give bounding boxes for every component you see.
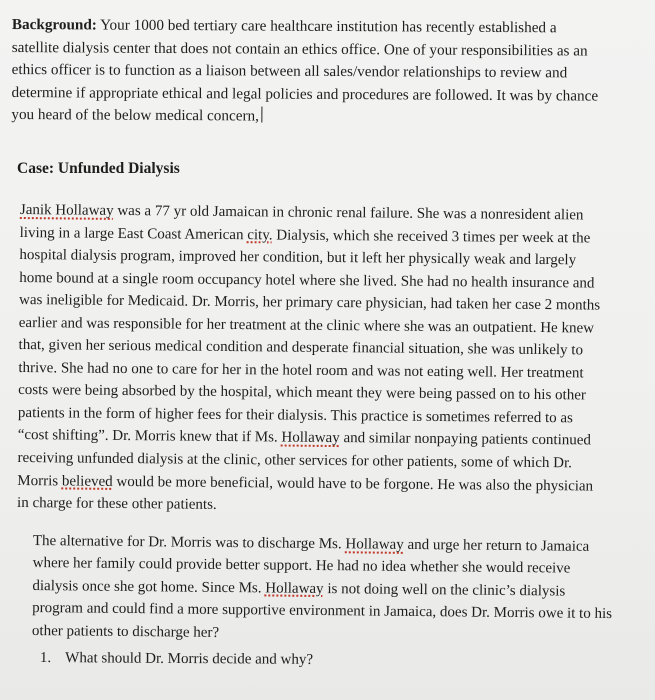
alternative-line: where her family could provide better support. He had no idea whether she would receive: [32, 555, 571, 578]
background-line-3: ethics officer is to function as a liaison between all sales/vendor relationships to review and: [11, 61, 568, 82]
spellcheck-word[interactable]: believed: [61, 472, 113, 490]
question-number: 1.: [39, 650, 52, 667]
background-paragraph: [11, 14, 648, 131]
case-line: costs were being absorbed by the hospital, which meant they were being passed on to his other: [18, 382, 586, 404]
spellcheck-word[interactable]: city.: [247, 226, 273, 243]
case-line: Janik Hollaway was a 77 yr old Jamaican in chronic renal failure. She was a nonresident alien: [19, 201, 584, 224]
case-paragraph: [17, 199, 645, 521]
background-line-4: determine if appropriate ethical and legal policies and procedures are followed. It was by chance: [11, 83, 599, 105]
case-line: Morris believed would be more beneficial, would have to be forgone. He was also the physician: [17, 472, 594, 495]
alternative-line: program and could find a more supportive environment in Jamaica, does Dr. Morris owe it to his: [32, 600, 613, 623]
background-line-1: Background: Your 1000 bed tertiary care healthcare institution has recently established a: [11, 15, 557, 37]
case-line: earlier and was responsible for her treatment at the clinic where she was an outpatient. He knew: [18, 314, 595, 337]
case-line: home bound at a single room occupancy hotel where she lived. She had no health insurance and: [19, 269, 595, 292]
spellcheck-word[interactable]: Janik Hollaway: [19, 201, 114, 219]
question-text: What should Dr. Morris decide and why?: [65, 650, 314, 668]
case-title: Case: Unfunded Dialysis: [17, 160, 180, 177]
alternative-line: The alternative for Dr. Morris was to discharge Ms. Hollaway and urge her return to Jamaica: [32, 532, 590, 555]
case-line: hospital dialysis program, improved her condition, but it left her physically weak and largely: [19, 247, 577, 269]
case-line: living in a large East Coast American city. Dialysis, which she received 3 times per week at the: [19, 224, 591, 247]
spellcheck-word[interactable]: Hollaway: [345, 536, 404, 553]
spellcheck-word[interactable]: Hollaway: [265, 580, 324, 597]
alternative-line: other patients to discharge her?: [31, 622, 220, 641]
case-line: patients in the form of higher fees for their dialysis. This practice is sometimes referred to as: [17, 404, 573, 427]
spellcheck-word[interactable]: Hollaway: [281, 429, 340, 447]
text-cursor: [261, 107, 262, 123]
case-line: “cost shifting”. Dr. Morris knew that if Ms. Hollaway and similar nonpaying patients continued: [17, 427, 592, 449]
case-line: was ineligible for Medicaid. Dr. Morris, her primary care physician, had taken her case 2 months: [18, 292, 601, 314]
alternative-paragraph: [32, 530, 643, 648]
background-line-5: you heard of the below medical concern,: [11, 104, 647, 130]
case-line: in charge for these other patients.: [17, 495, 217, 514]
case-line: receiving unfunded dialysis at the clinic, other services for other patients, some of which Dr.: [17, 450, 572, 472]
background-label: Background:: [11, 15, 97, 34]
background-line-2: satellite dialysis center that does not contain an ethics office. One of your responsibilities as an: [11, 38, 588, 60]
case-line: thrive. She had no one to care for her in the hotel room and was not eating well. Her treatment: [18, 359, 584, 382]
case-line: that, given her serious medical condition and desperate financial situation, she was unlikely to: [18, 337, 584, 359]
alternative-line: dialysis once she got home. Since Ms. Hollaway is not doing well on the clinic’s dialysis: [32, 577, 566, 600]
question-item: [40, 650, 313, 669]
